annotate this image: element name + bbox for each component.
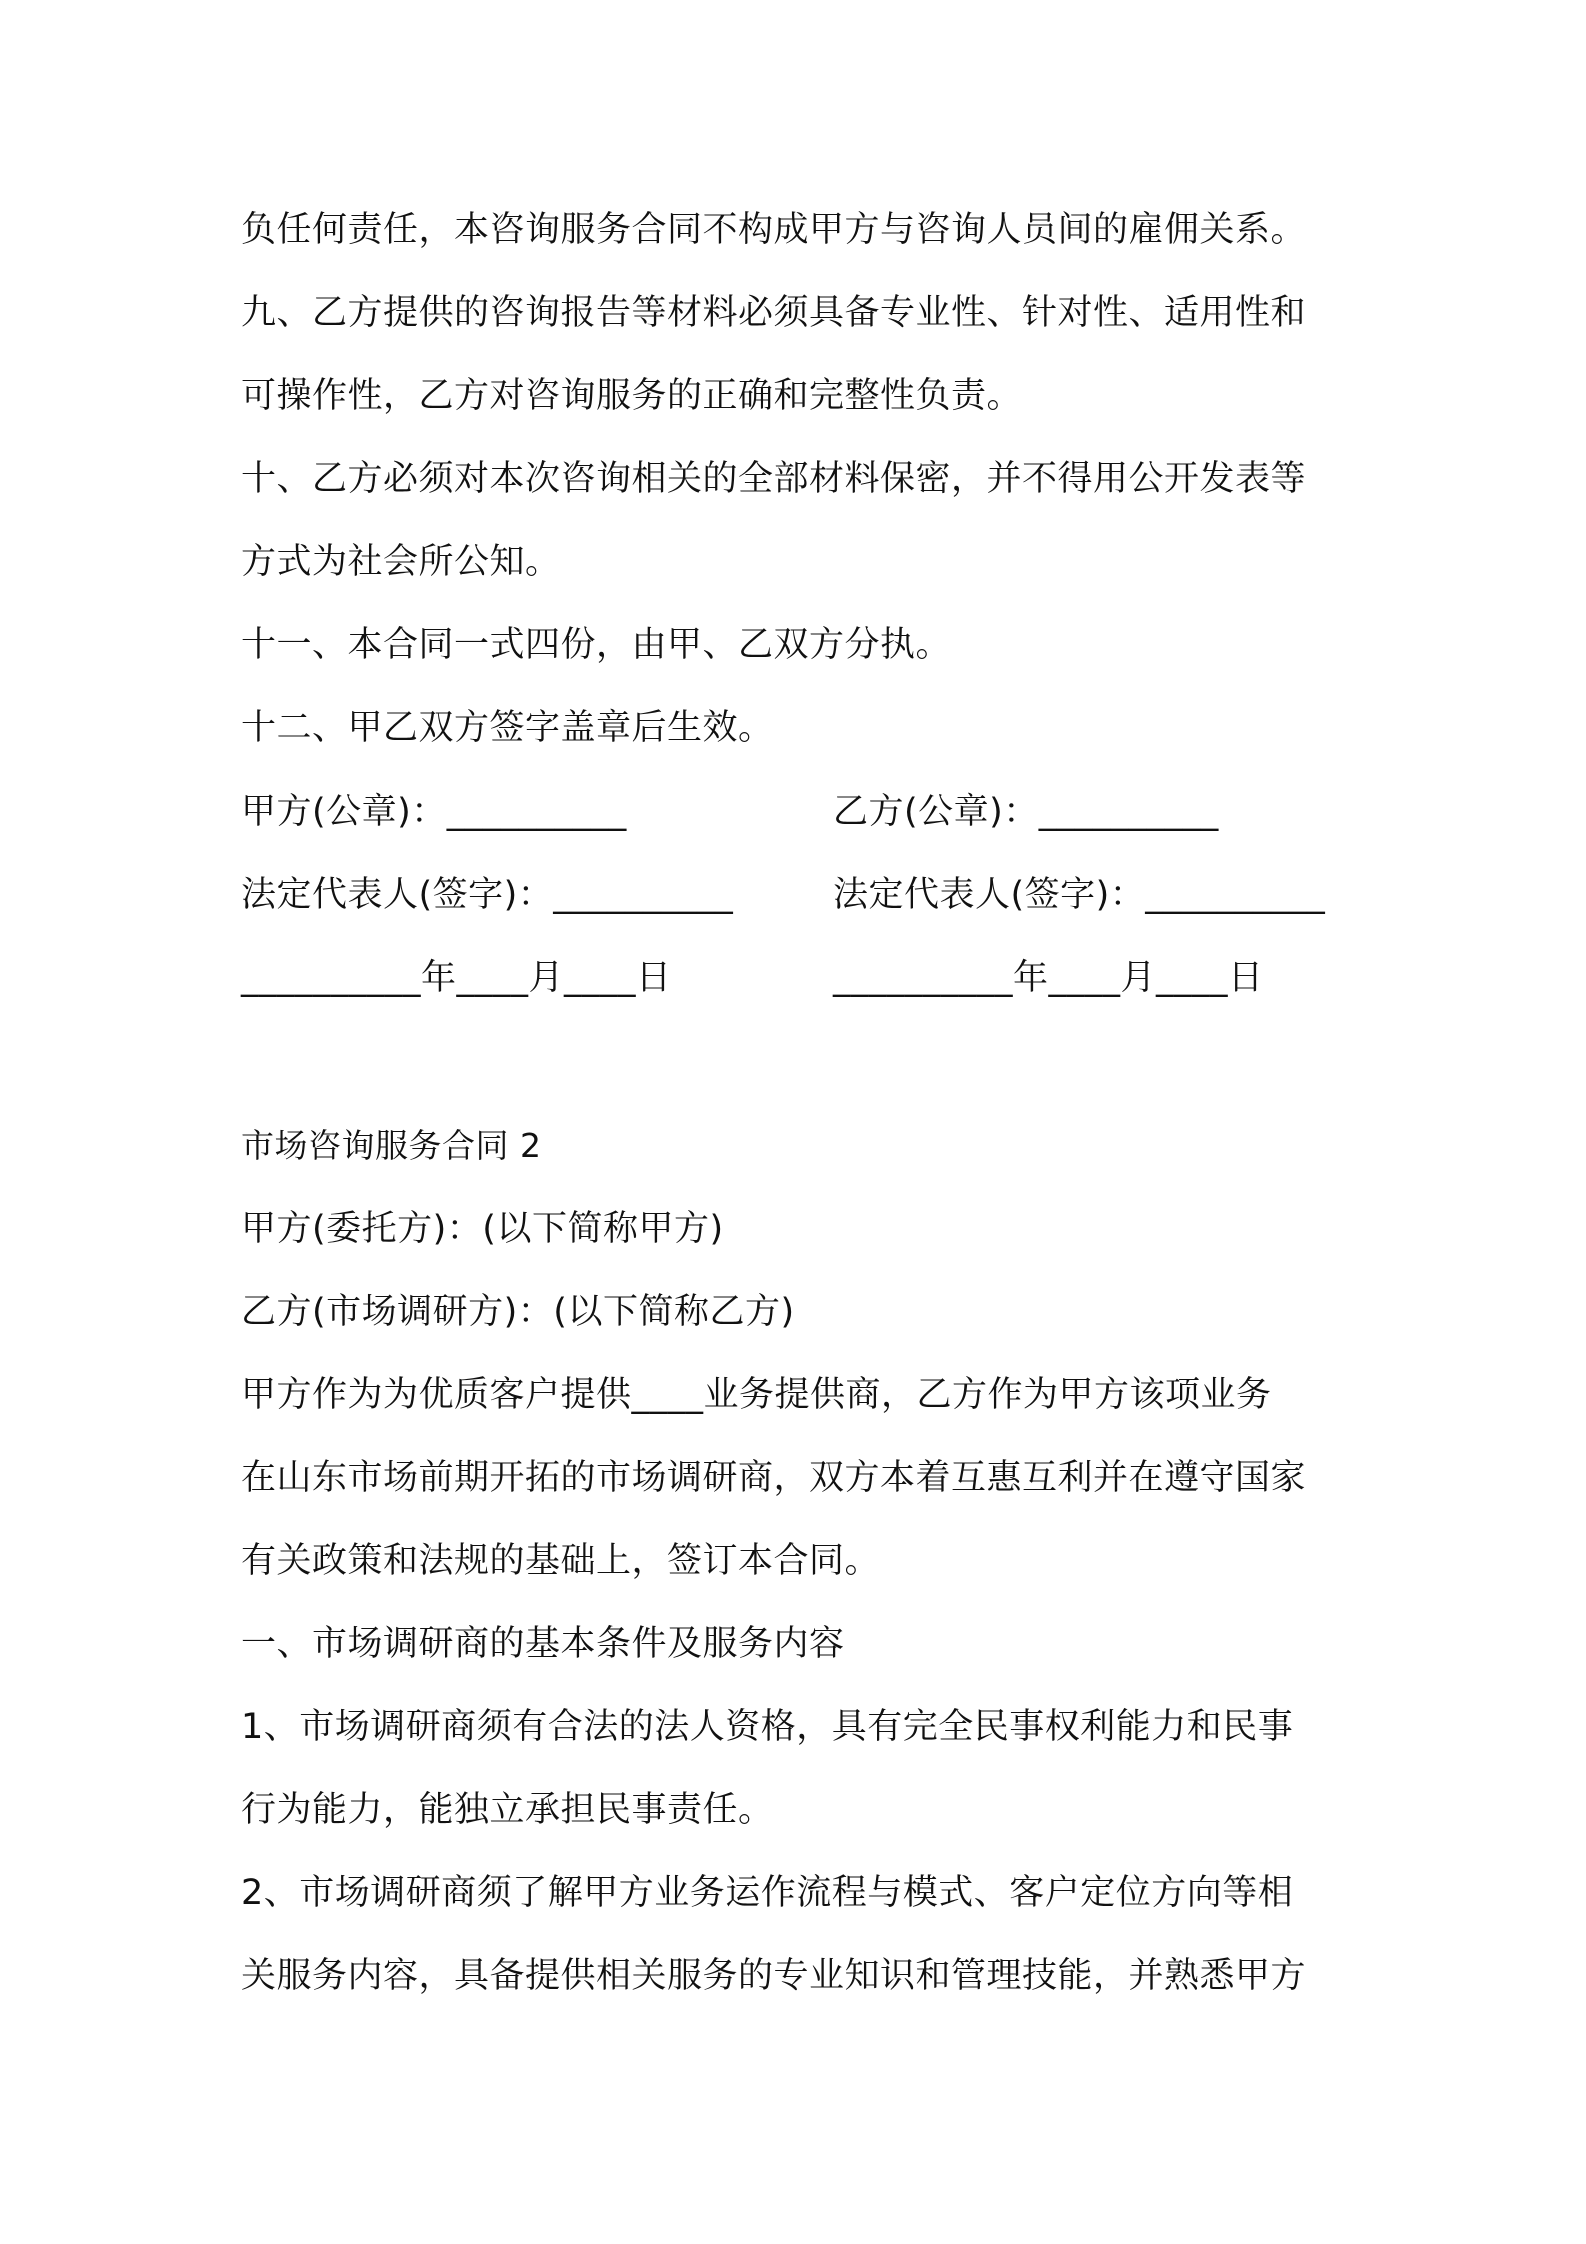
paragraph-line: 2、市场调研商须了解甲方业务运作流程与模式、客户定位方向等相 xyxy=(241,1873,1294,1913)
paragraph-line: 1、市场调研商须有合法的法人资格，具有完全民事权利能力和民事 xyxy=(241,1707,1294,1747)
party-b-representative-field: 法定代表人(签字)：__________ xyxy=(833,875,1326,915)
paragraph-line: 有关政策和法规的基础上，签订本合同。 xyxy=(241,1541,881,1581)
paragraph-line: 乙方(市场调研方)：(以下简称乙方) xyxy=(241,1292,795,1332)
paragraph-line: 十、乙方必须对本次咨询相关的全部材料保密，并不得用公开发表等 xyxy=(241,459,1307,499)
paragraph-line: 甲方(委托方)：(以下简称甲方) xyxy=(241,1209,724,1249)
section-heading: 一、市场调研商的基本条件及服务内容 xyxy=(241,1624,845,1664)
party-b-seal-field: 乙方(公章)：__________ xyxy=(833,792,1219,832)
paragraph-line: 九、乙方提供的咨询报告等材料必须具备专业性、针对性、适用性和 xyxy=(241,293,1307,333)
paragraph-line: 方式为社会所公知。 xyxy=(241,542,561,582)
paragraph-line: 行为能力，能独立承担民事责任。 xyxy=(241,1790,774,1830)
contract-title: 市场咨询服务合同 2 xyxy=(241,1126,542,1165)
paragraph-line: 十二、甲乙双方签字盖章后生效。 xyxy=(241,708,774,748)
party-a-seal-field: 甲方(公章)：__________ xyxy=(241,792,627,832)
paragraph-line: 负任何责任，本咨询服务合同不构成甲方与咨询人员间的雇佣关系。 xyxy=(241,210,1307,250)
party-a-representative-field: 法定代表人(签字)：__________ xyxy=(241,875,734,915)
party-a-date-field: __________年____月____日 xyxy=(241,958,672,998)
paragraph-line: 十一、本合同一式四份，由甲、乙双方分执。 xyxy=(241,625,952,665)
paragraph-line: 在山东市场前期开拓的市场调研商，双方本着互惠互利并在遵守国家 xyxy=(241,1458,1307,1498)
party-b-date-field: __________年____月____日 xyxy=(833,958,1264,998)
paragraph-line: 关服务内容，具备提供相关服务的专业知识和管理技能，并熟悉甲方 xyxy=(241,1956,1307,1996)
paragraph-line: 甲方作为为优质客户提供____业务提供商，乙方作为甲方该项业务 xyxy=(241,1375,1272,1415)
paragraph-line: 可操作性，乙方对咨询服务的正确和完整性负责。 xyxy=(241,376,1023,416)
